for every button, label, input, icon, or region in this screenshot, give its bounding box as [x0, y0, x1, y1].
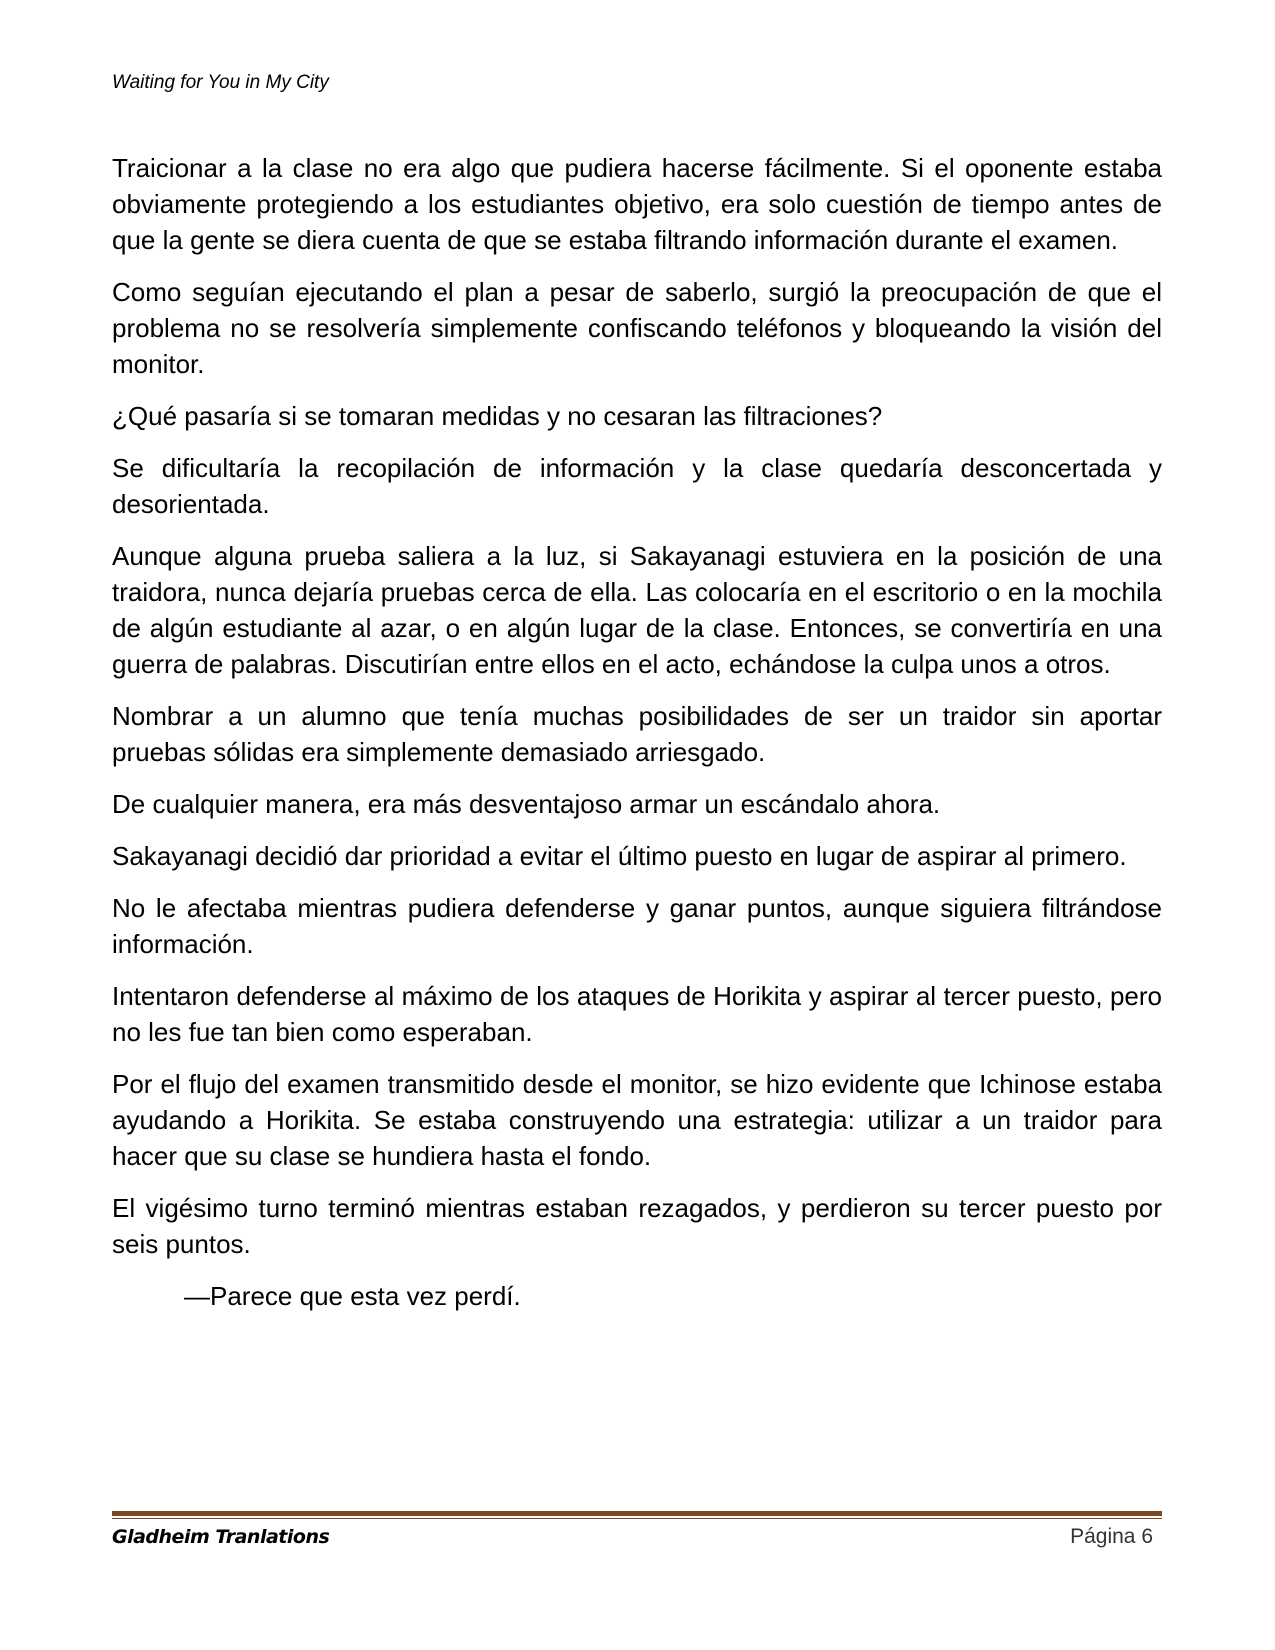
paragraph: El vigésimo turno terminó mientras estaban rezagados, y perdieron su tercer puesto por seis puntos. — [112, 1193, 1162, 1259]
footer-publisher: Gladheim Tranlations — [112, 1526, 330, 1548]
paragraph: No le afectaba mientras pudiera defenderse y ganar puntos, aunque siguiera filtrándose información. — [112, 893, 1162, 959]
paragraph: Aunque alguna prueba saliera a la luz, si Sakayanagi estuviera en la posición de una traidora, nunca dejaría pruebas cerca de ella. Las colocaría en el escritorio o en la mochila de algún estudiante al azar, o en algún lugar de la clase. Entonces, se convertiría en una guerra de palabras. Discutirían entre ellos en el acto, echándose la culpa unos a otros. — [112, 541, 1162, 679]
paragraph: De cualquier manera, era más desventajoso armar un escándalo ahora. — [112, 789, 941, 819]
paragraph: Como seguían ejecutando el plan a pesar de saberlo, surgió la preocupación de que el problema no se resolvería simplemente confiscando teléfonos y bloqueando la visión del monitor. — [112, 277, 1162, 379]
paragraph: Intentaron defenderse al máximo de los ataques de Horikita y aspirar al tercer puesto, pero no les fue tan bien como esperaban. — [112, 981, 1162, 1047]
running-header: Waiting for You in My City — [112, 72, 329, 93]
page-number: Página 6 — [1070, 1525, 1153, 1548]
paragraph: Se dificultaría la recopilación de información y la clase quedaría desconcertada y desorientada. — [112, 453, 1162, 519]
paragraph: Nombrar a un alumno que tenía muchas posibilidades de ser un traidor sin aportar pruebas sólidas era simplemente demasiado arriesgado. — [112, 701, 1162, 767]
paragraph: Sakayanagi decidió dar prioridad a evitar el último puesto en lugar de aspirar al primero. — [112, 841, 1127, 871]
body-text — [112, 150, 1162, 1330]
paragraph: Por el flujo del examen transmitido desde el monitor, se hizo evidente que Ichinose estaba ayudando a Horikita. Se estaba construyendo una estrategia: utilizar a un traidor para hacer que su clase se hundiera hasta el fondo. — [112, 1069, 1162, 1171]
paragraph: ¿Qué pasaría si se tomaran medidas y no cesaran las filtraciones? — [112, 401, 883, 431]
paragraph: Traicionar a la clase no era algo que pudiera hacerse fácilmente. Si el oponente estaba obviamente protegiendo a los estudiantes objetivo, era solo cuestión de tiempo antes de que la gente se diera cuenta de que se estaba filtrando información durante el examen. — [112, 153, 1162, 255]
footer-divider-thick — [112, 1511, 1162, 1516]
footer-divider — [112, 1511, 1162, 1519]
dialogue-line: —Parece que esta vez perdí. — [184, 1281, 521, 1311]
footer-divider-thin — [112, 1518, 1162, 1519]
